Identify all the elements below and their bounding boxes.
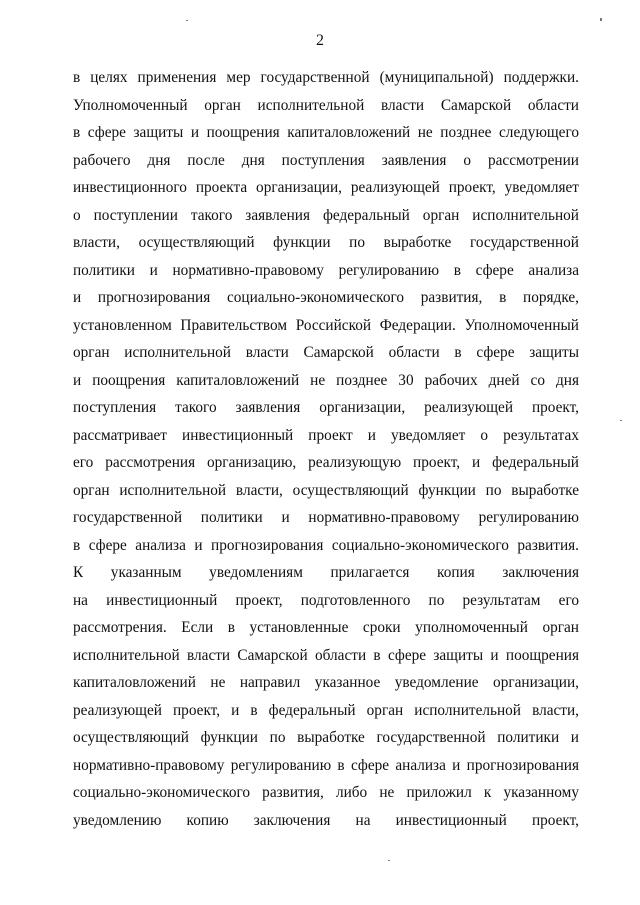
text-line-content: на инвестиционный проект, подготовленного по результатам его xyxy=(73,591,579,609)
text-line-content: рассматривает инвестиционный проект и уведомляет о результатах xyxy=(73,426,579,444)
text-line-content: орган исполнительной власти, осуществляющий функции по выработке xyxy=(73,481,579,499)
text-line-content: политики и нормативно-правовому регулированию в сфере анализа xyxy=(73,261,579,279)
text-line-content: орган исполнительной власти Самарской области в сфере защиты xyxy=(73,344,579,361)
text-line-content: капиталовложений не направил указанное уведомление организации, xyxy=(73,674,579,691)
text-line xyxy=(73,614,579,642)
text-line-content: уведомлению копию заключения на инвестиционный проект, xyxy=(73,811,579,829)
text-line xyxy=(73,449,579,477)
text-line xyxy=(73,147,579,175)
text-line-content: установленном Правительством Российской Федерации. Уполномоченный xyxy=(73,316,579,334)
text-line xyxy=(73,697,579,725)
text-line-content: государственной политики и нормативно-правовому регулированию xyxy=(73,509,579,526)
text-line-content: рассмотрения. Если в установленные сроки уполномоченный орган xyxy=(73,619,579,636)
scan-speck xyxy=(620,420,622,421)
text-line xyxy=(73,669,579,697)
text-line-content: и прогнозирования социально-экономического развития, в порядке, xyxy=(73,289,579,306)
text-line xyxy=(73,367,579,395)
text-line-content: нормативно-правовому регулированию в сфере анализа и прогнозирования xyxy=(73,756,579,774)
text-line xyxy=(73,229,579,257)
text-line-content: о поступлении такого заявления федеральный орган исполнительной xyxy=(73,206,579,224)
page-number: 2 xyxy=(316,32,324,49)
text-line xyxy=(73,257,579,285)
text-line-content: осуществляющий функции по выработке государственной политики и xyxy=(73,729,579,746)
text-line xyxy=(73,174,579,202)
body-text xyxy=(73,64,579,834)
text-line-content: в целях применения мер государственной (муниципальной) поддержки. xyxy=(73,69,579,86)
text-line xyxy=(73,202,579,230)
text-line xyxy=(73,339,579,367)
text-line-content: К указанным уведомлениям прилагается копия заключения xyxy=(73,564,579,581)
text-line-content: в сфере защиты и поощрения капиталовложений не позднее следующего xyxy=(73,124,579,141)
text-line-content: рабочего дня после дня поступления заявления о рассмотрении xyxy=(73,151,579,169)
text-line xyxy=(73,504,579,532)
text-line xyxy=(73,724,579,752)
text-line xyxy=(73,807,579,835)
text-line xyxy=(73,119,579,147)
text-line-content: исполнительной власти Самарской области в сфере защиты и поощрения xyxy=(73,646,579,664)
text-line xyxy=(73,64,579,92)
text-line xyxy=(73,642,579,670)
text-line xyxy=(73,394,579,422)
text-line xyxy=(73,92,579,120)
scan-speck xyxy=(600,18,602,21)
text-line xyxy=(73,284,579,312)
text-line xyxy=(73,422,579,450)
text-line-content: инвестиционного проекта организации, реализующей проект, уведомляет xyxy=(73,179,579,196)
scan-speck xyxy=(186,20,188,21)
text-line xyxy=(73,477,579,505)
text-line xyxy=(73,532,579,560)
text-line xyxy=(73,559,579,587)
text-line-content: реализующей проект, и в федеральный орган исполнительной власти, xyxy=(73,701,579,719)
text-line xyxy=(73,752,579,780)
text-line xyxy=(73,779,579,807)
text-line-content: поступления такого заявления организации, реализующей проект, xyxy=(73,399,579,416)
text-line-content: социально-экономического развития, либо не приложил к указанному xyxy=(73,784,579,801)
text-line xyxy=(73,312,579,340)
text-line-content: и поощрения капиталовложений не позднее 30 рабочих дней со дня xyxy=(73,371,579,389)
text-line-content: власти, осуществляющий функции по выработке государственной xyxy=(73,234,579,251)
text-line-content: в сфере анализа и прогнозирования социально-экономического развития. xyxy=(73,536,579,554)
text-line-content: Уполномоченный орган исполнительной власти Самарской области xyxy=(73,96,579,114)
scan-speck xyxy=(388,860,390,861)
text-line xyxy=(73,587,579,615)
text-line-content: его рассмотрения организацию, реализующую проект, и федеральный xyxy=(73,454,579,471)
